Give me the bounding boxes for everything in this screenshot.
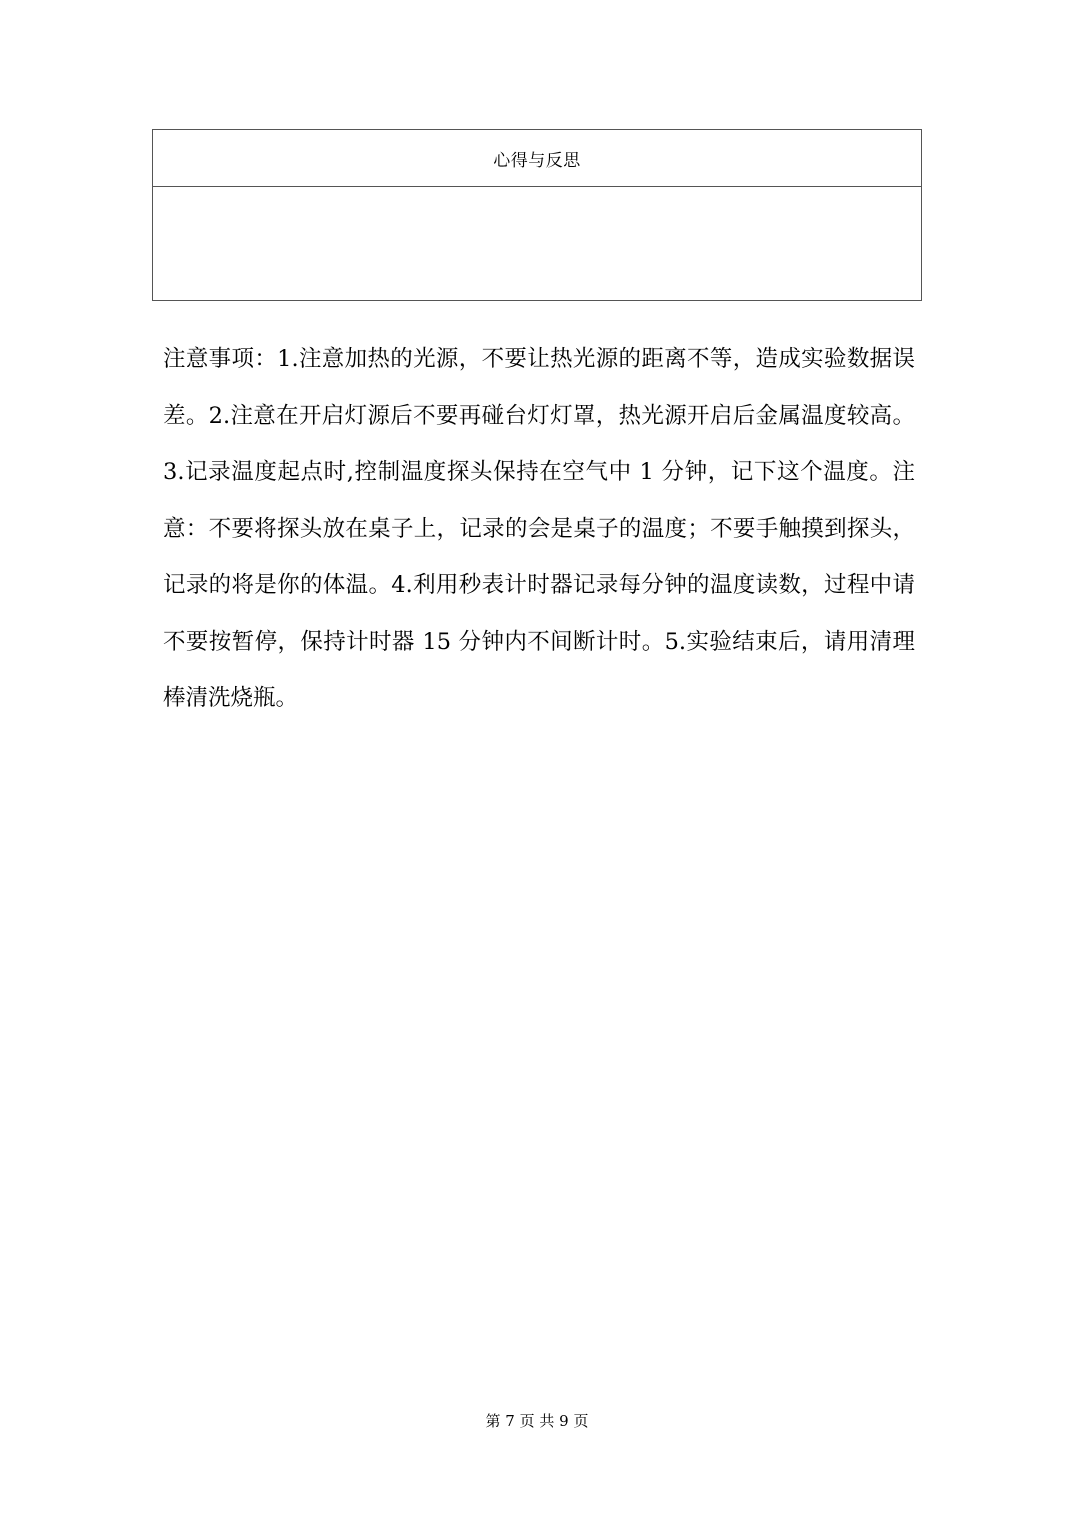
- precautions-paragraph: 注意事项：1.注意加热的光源，不要让热光源的距离不等，造成实验数据误差。2.注意在开启灯源后不要再碰台灯灯罩，热光源开启后金属温度较高。3.记录温度起点时,控制温度探头保持在空气中 1 分钟，记下这个温度。注意：不要将探头放在桌子上，记录的会是桌子的温度；不要手触摸到探头，记录的将是你的体温。4.利用秒表计时器记录每分钟的温度读数，过程中请不要按暂停，保持计时器 15 分钟内不间断计时。5.实验结束后，请用清理棒清洗烧瓶。: [163, 346, 915, 711]
- reflection-table-header: 心得与反思: [153, 130, 921, 187]
- page-number-footer: 第 7 页 共 9 页: [485, 1412, 589, 1430]
- reflection-table-body: [153, 187, 921, 300]
- reflection-table: [152, 129, 922, 301]
